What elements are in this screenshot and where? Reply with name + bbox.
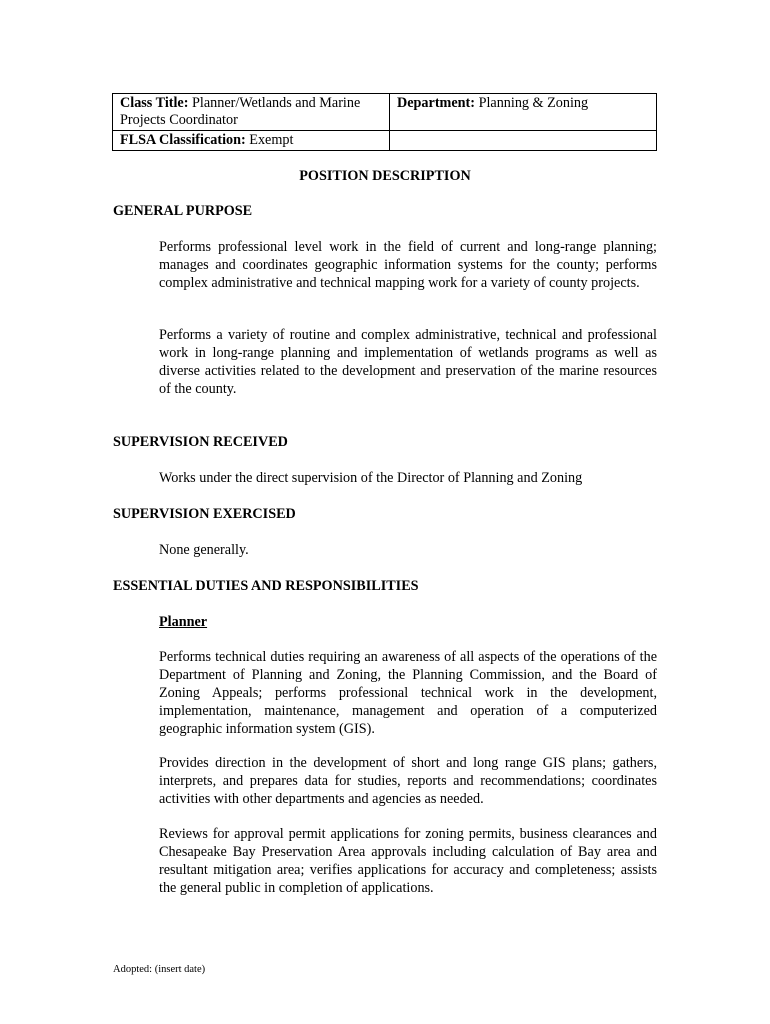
class-info-table	[112, 93, 657, 151]
flsa-label: FLSA Classification:	[120, 132, 246, 148]
adopted-footer: Adopted: (insert date)	[113, 964, 206, 975]
flsa-empty-cell	[390, 131, 657, 151]
department-value: Planning & Zoning	[478, 95, 589, 111]
flsa-cell	[113, 131, 390, 151]
department-label: Department:	[397, 95, 476, 111]
planner-subheading: Planner	[159, 614, 208, 630]
flsa-row	[113, 131, 657, 151]
general-purpose-heading: GENERAL PURPOSE	[113, 203, 253, 219]
class-info-row	[113, 94, 657, 131]
class-title-value: Planner/Wetlands and Marine Projects Coordinator	[120, 95, 361, 128]
essential-duties-heading: ESSENTIAL DUTIES AND RESPONSIBILITIES	[113, 578, 419, 594]
supervision-received-text: Works under the direct supervision of the Director of Planning and Zoning	[159, 470, 583, 486]
supervision-received-heading: SUPERVISION RECEIVED	[113, 434, 288, 450]
general-purpose-paragraph: Performs a variety of routine and complex administrative, technical and professional work in long-range planning and implementation of wetlands programs as well as diverse activities related to the development and preservation of the marine resources of the county.	[159, 327, 657, 397]
supervision-exercised-heading: SUPERVISION EXERCISED	[113, 506, 296, 522]
general-purpose-paragraph: Performs professional level work in the field of current and long-range planning; manages and coordinates geographic information systems for the county; performs complex administrative and technical mapping work for a variety of county projects.	[159, 239, 657, 291]
flsa-value: Exempt	[249, 132, 294, 148]
essential-duties-paragraph: Reviews for approval permit applications for zoning permits, business clearances and Chesapeake Bay Preservation Area approvals including calculation of Bay area and resultant mitigation area; verifies applications for accuracy and completeness; assists the general public in completion of applications.	[159, 826, 657, 896]
supervision-exercised-text: None generally.	[159, 542, 249, 558]
department-cell	[390, 94, 657, 131]
document-title: POSITION DESCRIPTION	[299, 168, 471, 184]
essential-duties-paragraph: Performs technical duties requiring an awareness of all aspects of the operations of the Department of Planning and Zoning, the Planning Commission, and the Board of Zoning Appeals; performs professional technical work in the development, implementation, maintenance, management and operation of a computerized geographic information system (GIS).	[159, 649, 657, 737]
class-title-cell	[113, 94, 390, 131]
class-title-label: Class Title:	[120, 95, 189, 111]
essential-duties-paragraph: Provides direction in the development of short and long range GIS plans; gathers, interprets, and prepares data for studies, reports and recommendations; coordinates activities with other departments and agencies as needed.	[159, 755, 657, 807]
